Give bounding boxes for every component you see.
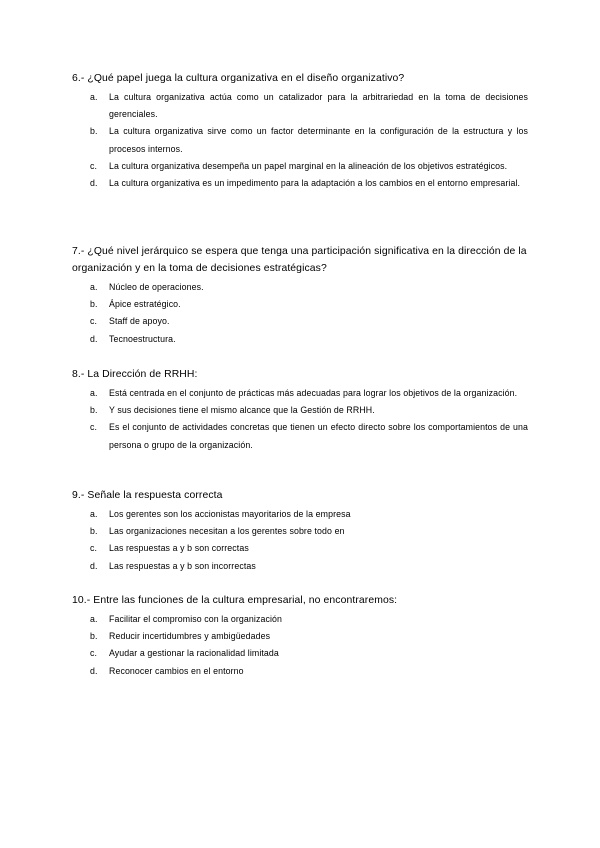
option-text: Los gerentes son los accionistas mayoritarios de la empresa — [109, 509, 351, 519]
option-text: Y sus decisiones tiene el mismo alcance que la Gestión de RRHH. — [109, 405, 375, 416]
option-letter: a. — [90, 509, 98, 519]
question-9-option-a — [72, 506, 528, 523]
question-6-option-c — [72, 158, 528, 175]
option-letter: a. — [90, 92, 98, 102]
question-6 — [72, 70, 528, 192]
option-letter: a. — [90, 388, 98, 398]
option-text: Es el conjunto de actividades concretas que tienen un efecto directo sobre los comportamientos de una persona o grupo de la organización. — [109, 422, 528, 450]
option-letter: b. — [90, 299, 98, 310]
question-6-option-d — [72, 175, 528, 192]
option-text: Ápice estratégico. — [109, 299, 181, 310]
question-9-text: 9.- Señale la respuesta correcta — [72, 490, 223, 501]
question-10-option-c — [72, 645, 528, 662]
option-text: Núcleo de operaciones. — [109, 282, 204, 292]
question-9 — [72, 487, 528, 575]
question-7-option-c — [72, 313, 528, 330]
option-text: La cultura organizativa sirve como un factor determinante en la configuración de la estructura y los procesos internos. — [109, 126, 528, 154]
question-9-options — [72, 506, 528, 575]
option-letter: b. — [90, 126, 98, 137]
option-text: Ayudar a gestionar la racionalidad limitada — [109, 648, 279, 659]
option-letter: d. — [90, 333, 98, 344]
option-letter: a. — [90, 614, 98, 624]
question-9-option-c — [72, 540, 528, 557]
option-text: La cultura organizativa desempeña un papel marginal en la alineación de los objetivos estratégicos. — [109, 160, 508, 171]
question-9-option-d — [72, 558, 528, 575]
option-letter: d. — [90, 665, 98, 676]
option-letter: b. — [90, 631, 98, 642]
question-8-option-a — [72, 385, 528, 402]
option-text: La cultura organizativa actúa como un catalizador para la arbitrariedad en la toma de decisiones gerenciales. — [109, 92, 528, 120]
option-letter: b. — [90, 526, 98, 537]
question-8-option-c — [72, 419, 528, 453]
question-10-option-d — [72, 663, 528, 680]
option-letter: a. — [90, 282, 98, 292]
question-10-option-a — [72, 611, 528, 628]
option-text: Reconocer cambios en el entorno — [109, 665, 244, 676]
option-letter: b. — [90, 405, 98, 416]
question-10-text: 10.- Entre las funciones de la cultura empresarial, no encontraremos: — [72, 595, 398, 606]
option-text: Staff de apoyo. — [109, 316, 170, 327]
option-letter: d. — [90, 560, 98, 571]
question-10-option-b — [72, 628, 528, 645]
question-7-options — [72, 279, 528, 348]
question-7-option-b — [72, 296, 528, 313]
option-text: Facilitar el compromiso con la organización — [109, 614, 282, 624]
question-6-options — [72, 89, 528, 192]
question-9-option-b — [72, 523, 528, 540]
question-10-options — [72, 611, 528, 680]
question-10 — [72, 592, 528, 680]
option-text: Las organizaciones necesitan a los gerentes sobre todo en — [109, 526, 345, 537]
question-8-text: 8.- La Dirección de RRHH: — [72, 369, 198, 380]
question-7-option-d — [72, 331, 528, 348]
option-letter: c. — [90, 543, 98, 554]
question-7-text: 7.- ¿Qué nivel jerárquico se espera que tenga una participación significativa en la dirección de la organización y en la toma de decisiones estratégicas? — [72, 246, 527, 274]
question-8 — [72, 366, 528, 454]
option-letter: c. — [90, 422, 98, 433]
option-letter: c. — [90, 648, 98, 659]
option-text: Tecnoestructura. — [109, 333, 176, 344]
question-7-option-a — [72, 279, 528, 296]
question-7 — [72, 243, 528, 348]
question-6-option-a — [72, 89, 528, 123]
option-text: Está centrada en el conjunto de prácticas más adecuadas para lograr los objetivos de la organización. — [109, 388, 518, 398]
option-text: Reducir incertidumbres y ambigüedades — [109, 631, 271, 642]
question-6-text: 6.- ¿Qué papel juega la cultura organizativa en el diseño organizativo? — [72, 73, 405, 84]
question-8-options — [72, 385, 528, 454]
question-6-option-b — [72, 123, 528, 157]
option-letter: d. — [90, 178, 98, 189]
option-letter: c. — [90, 316, 98, 327]
option-text: La cultura organizativa es un impedimento para la adaptación a los cambios en el entorno empresarial. — [109, 178, 521, 189]
option-letter: c. — [90, 160, 98, 171]
question-8-option-b — [72, 402, 528, 419]
option-text: Las respuestas a y b son correctas — [109, 543, 249, 554]
option-text: Las respuestas a y b son incorrectas — [109, 560, 256, 571]
